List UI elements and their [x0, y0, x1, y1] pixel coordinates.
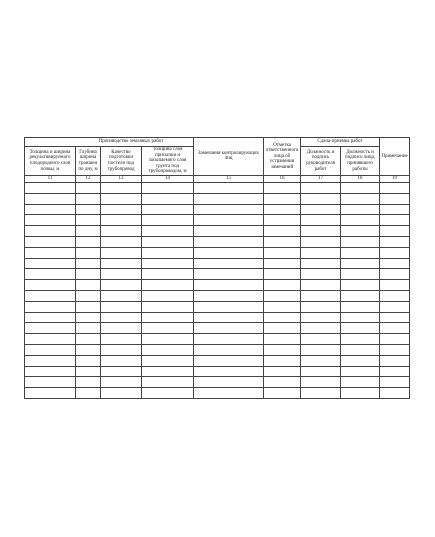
table-cell	[194, 247, 264, 258]
table-cell	[25, 301, 76, 312]
table-cell	[264, 355, 301, 366]
table-cell	[301, 323, 341, 334]
col-header-19: Примечание	[380, 138, 410, 176]
group-header-acceptance: Сдача-приемка работ	[301, 138, 380, 147]
table-cell	[25, 226, 76, 237]
table-row	[25, 388, 410, 399]
table-cell	[101, 312, 142, 323]
table-cell	[380, 226, 410, 237]
table-cell	[301, 334, 341, 345]
table-cell	[264, 377, 301, 388]
table-row	[25, 377, 410, 388]
group-header-earthwork: Производство земляных работ	[25, 138, 194, 147]
table-cell	[264, 258, 301, 269]
table-cell	[101, 247, 142, 258]
earthwork-log-table	[24, 137, 410, 399]
table-cell	[76, 344, 101, 355]
table-cell	[194, 312, 264, 323]
table-cell	[25, 377, 76, 388]
table-cell	[380, 377, 410, 388]
table-cell	[341, 236, 380, 247]
table-row	[25, 182, 410, 193]
table-cell	[76, 247, 101, 258]
table-cell	[341, 226, 380, 237]
table-cell	[142, 290, 194, 301]
table-cell	[76, 182, 101, 193]
table-cell	[194, 236, 264, 247]
table-cell	[101, 182, 142, 193]
col-header-11: Толщина и ширина рекультивируемого плодородного слоя почвы, м	[25, 147, 76, 176]
col-number-11: 11	[25, 175, 76, 182]
table-cell	[341, 355, 380, 366]
table-cell	[142, 226, 194, 237]
table-cell	[301, 290, 341, 301]
table-cell	[101, 366, 142, 377]
table-row	[25, 193, 410, 204]
table-cell	[142, 323, 194, 334]
table-cell	[264, 269, 301, 280]
table-cell	[25, 388, 76, 399]
table-cell	[380, 334, 410, 345]
table-cell	[301, 182, 341, 193]
table-cell	[301, 226, 341, 237]
table-cell	[142, 334, 194, 345]
table-cell	[25, 344, 76, 355]
table-cell	[341, 334, 380, 345]
table-cell	[101, 290, 142, 301]
table-cell	[341, 312, 380, 323]
table-cell	[25, 366, 76, 377]
table-cell	[76, 215, 101, 226]
col-number-15: 15	[194, 175, 264, 182]
col-number-13: 13	[101, 175, 142, 182]
table-cell	[301, 269, 341, 280]
table-cell	[194, 215, 264, 226]
table-cell	[25, 258, 76, 269]
table-row	[25, 258, 410, 269]
table-cell	[101, 280, 142, 291]
table-cell	[194, 290, 264, 301]
table-cell	[301, 236, 341, 247]
table-cell	[264, 312, 301, 323]
table-row	[25, 247, 410, 258]
table-cell	[142, 344, 194, 355]
table-cell	[142, 193, 194, 204]
table-cell	[76, 301, 101, 312]
table-cell	[380, 388, 410, 399]
table-cell	[264, 215, 301, 226]
table-cell	[194, 204, 264, 215]
table-cell	[301, 247, 341, 258]
col-header-17: Должность и подпись руководителя работ	[301, 147, 341, 176]
table-cell	[142, 247, 194, 258]
table-row	[25, 312, 410, 323]
table-row	[25, 355, 410, 366]
table-cell	[101, 193, 142, 204]
table-cell	[76, 366, 101, 377]
table-cell	[380, 204, 410, 215]
column-number-row	[25, 175, 410, 182]
table-cell	[301, 204, 341, 215]
table-cell	[194, 334, 264, 345]
table-cell	[142, 236, 194, 247]
table-cell	[76, 226, 101, 237]
table-cell	[25, 182, 76, 193]
table-row	[25, 334, 410, 345]
col-number-18: 18	[341, 175, 380, 182]
table-row	[25, 215, 410, 226]
table-cell	[101, 269, 142, 280]
table-cell	[301, 215, 341, 226]
table-cell	[264, 290, 301, 301]
table-cell	[142, 366, 194, 377]
table-cell	[25, 323, 76, 334]
table-cell	[380, 247, 410, 258]
table-cell	[76, 204, 101, 215]
table-cell	[142, 280, 194, 291]
col-number-19: 19	[380, 175, 410, 182]
table-cell	[101, 355, 142, 366]
table-cell	[25, 236, 76, 247]
table-cell	[76, 258, 101, 269]
table-cell	[264, 226, 301, 237]
table-cell	[25, 334, 76, 345]
table-cell	[264, 388, 301, 399]
table-cell	[341, 204, 380, 215]
table-row	[25, 269, 410, 280]
table-cell	[264, 344, 301, 355]
table-cell	[341, 215, 380, 226]
table-cell	[25, 193, 76, 204]
table-cell	[341, 247, 380, 258]
table-cell	[264, 182, 301, 193]
table-cell	[341, 323, 380, 334]
table-cell	[194, 301, 264, 312]
table-cell	[380, 301, 410, 312]
table-cell	[264, 204, 301, 215]
table-cell	[301, 377, 341, 388]
table-cell	[76, 236, 101, 247]
col-number-12: 12	[76, 175, 101, 182]
table-row	[25, 344, 410, 355]
table-cell	[76, 290, 101, 301]
table-row	[25, 301, 410, 312]
table-cell	[194, 323, 264, 334]
table-cell	[341, 269, 380, 280]
table-cell	[142, 301, 194, 312]
table-cell	[301, 193, 341, 204]
table-cell	[264, 366, 301, 377]
table-cell	[341, 377, 380, 388]
table-cell	[194, 366, 264, 377]
table-cell	[380, 258, 410, 269]
table-cell	[301, 280, 341, 291]
table-cell	[142, 258, 194, 269]
table-cell	[194, 377, 264, 388]
table-row	[25, 323, 410, 334]
table-cell	[142, 215, 194, 226]
table-cell	[101, 323, 142, 334]
table-cell	[76, 355, 101, 366]
table-cell	[76, 193, 101, 204]
table-cell	[380, 355, 410, 366]
table-cell	[301, 344, 341, 355]
table-cell	[25, 290, 76, 301]
table-cell	[301, 301, 341, 312]
table-cell	[194, 258, 264, 269]
table-cell	[341, 290, 380, 301]
table-cell	[101, 377, 142, 388]
table-body	[25, 182, 410, 398]
table-cell	[142, 182, 194, 193]
table-cell	[101, 334, 142, 345]
table-cell	[194, 269, 264, 280]
table-cell	[25, 204, 76, 215]
table-cell	[76, 312, 101, 323]
table-cell	[301, 355, 341, 366]
table-cell	[341, 366, 380, 377]
table-cell	[380, 344, 410, 355]
table-cell	[301, 312, 341, 323]
table-row	[25, 226, 410, 237]
col-header-14: Толщина слоя присыпки и засыпаемого слоя грунта под трубопроводом, м	[142, 147, 194, 176]
table-cell	[264, 323, 301, 334]
table-cell	[76, 377, 101, 388]
table-cell	[142, 312, 194, 323]
table-cell	[142, 355, 194, 366]
table-cell	[264, 280, 301, 291]
table-cell	[301, 366, 341, 377]
table-cell	[380, 215, 410, 226]
table-cell	[194, 388, 264, 399]
table-cell	[194, 355, 264, 366]
col-header-15: Замечания контролирующих лиц	[194, 138, 264, 176]
table-cell	[101, 226, 142, 237]
table-cell	[76, 269, 101, 280]
table-cell	[142, 204, 194, 215]
table-cell	[194, 344, 264, 355]
table-cell	[341, 258, 380, 269]
table-cell	[380, 236, 410, 247]
table-cell	[142, 377, 194, 388]
col-number-14: 14	[142, 175, 194, 182]
table-cell	[142, 388, 194, 399]
table-cell	[25, 247, 76, 258]
table-cell	[25, 312, 76, 323]
table-cell	[194, 226, 264, 237]
col-number-16: 16	[264, 175, 301, 182]
table-cell	[25, 280, 76, 291]
col-header-18: Должность и подпись лица, принявшего работы	[341, 147, 380, 176]
table-cell	[264, 334, 301, 345]
col-number-17: 17	[301, 175, 341, 182]
table-cell	[264, 236, 301, 247]
table-cell	[194, 280, 264, 291]
col-header-12: Глубина ширина траншеи по дну, м	[76, 147, 101, 176]
table-cell	[101, 204, 142, 215]
table-cell	[76, 323, 101, 334]
table-cell	[101, 236, 142, 247]
table-cell	[142, 269, 194, 280]
table-cell	[380, 280, 410, 291]
table-row	[25, 290, 410, 301]
table-cell	[380, 366, 410, 377]
table-row	[25, 204, 410, 215]
table-cell	[341, 301, 380, 312]
table-cell	[380, 269, 410, 280]
table-cell	[341, 388, 380, 399]
table-cell	[25, 215, 76, 226]
table-cell	[76, 334, 101, 345]
table-row	[25, 280, 410, 291]
table-row	[25, 236, 410, 247]
table-cell	[380, 182, 410, 193]
col-header-16: Отметка ответственного лица об устранении замечаний	[264, 138, 301, 176]
table-cell	[341, 344, 380, 355]
table-cell	[101, 215, 142, 226]
table-cell	[25, 355, 76, 366]
table-cell	[101, 388, 142, 399]
col-header-13: Качество подготовки постели под трубопровод	[101, 147, 142, 176]
table-row	[25, 366, 410, 377]
table-cell	[341, 193, 380, 204]
table-cell	[380, 312, 410, 323]
table-cell	[380, 290, 410, 301]
table-cell	[25, 269, 76, 280]
table-cell	[341, 182, 380, 193]
table-cell	[264, 193, 301, 204]
table-cell	[194, 182, 264, 193]
table-cell	[76, 388, 101, 399]
table-cell	[76, 280, 101, 291]
table-cell	[341, 280, 380, 291]
table-cell	[264, 247, 301, 258]
table-cell	[101, 301, 142, 312]
table-cell	[101, 258, 142, 269]
table-cell	[194, 193, 264, 204]
table-cell	[264, 301, 301, 312]
table-cell	[380, 323, 410, 334]
table-cell	[101, 344, 142, 355]
table-cell	[380, 193, 410, 204]
table-cell	[301, 258, 341, 269]
table-cell	[301, 388, 341, 399]
